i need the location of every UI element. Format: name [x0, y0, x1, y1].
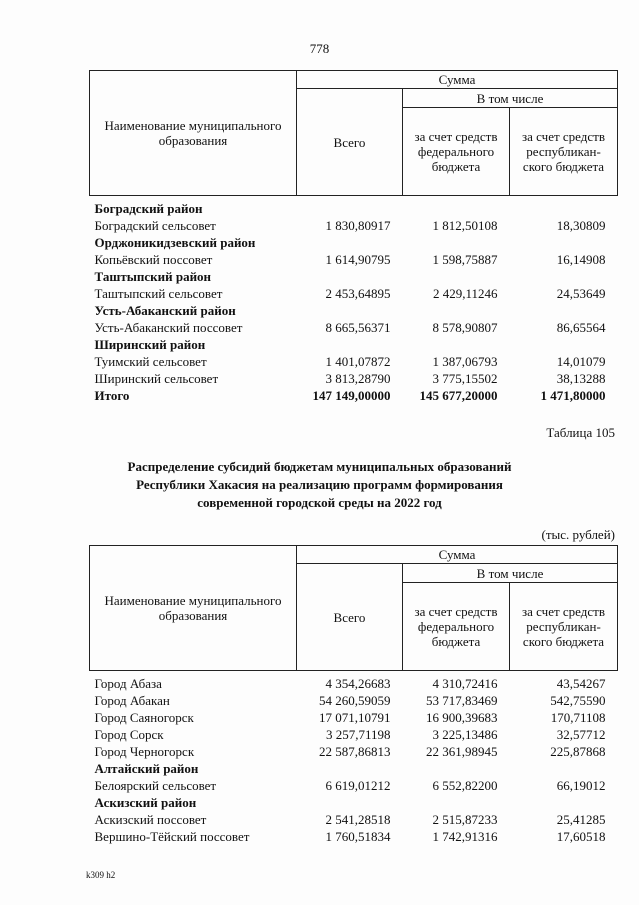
- cell-republican: 170,71108: [550, 710, 606, 725]
- cell-federal: 2 515,87233: [432, 812, 498, 827]
- cell-total: [297, 268, 403, 285]
- table-row: [90, 251, 618, 268]
- cell-name: Итого: [94, 388, 130, 403]
- document-title: [0, 458, 639, 512]
- footer-code: k309 h2: [86, 870, 116, 880]
- cell-name: Копьёвский поссовет: [94, 252, 213, 267]
- cell-republican: 18,30809: [556, 218, 606, 233]
- cell-total: 2 453,64895: [325, 286, 391, 301]
- cell-republican: 17,60518: [556, 829, 606, 844]
- cell-republican: 24,53649: [556, 286, 606, 301]
- table-body: [90, 196, 618, 405]
- cell-total: 8 665,56371: [325, 320, 391, 335]
- cell-name: Город Абакан: [94, 693, 170, 708]
- cell-total: 54 260,59059: [319, 693, 391, 708]
- cell-name: Город Сорск: [94, 727, 164, 742]
- title-line: Республики Хакасия на реализацию программ формирования: [136, 477, 503, 492]
- cell-total: 147 149,00000: [312, 388, 391, 403]
- cell-federal: 1 598,75887: [432, 252, 498, 267]
- cell-republican: 1 471,80000: [540, 388, 606, 403]
- cell-total: [297, 794, 403, 811]
- cell-name: Боградский район: [94, 201, 203, 216]
- cell-federal: [403, 196, 510, 218]
- column-header-sum: Сумма: [297, 71, 618, 89]
- table-row: [90, 709, 618, 726]
- cell-name: Боградский сельсовет: [94, 218, 216, 233]
- cell-federal: 16 900,39683: [426, 710, 498, 725]
- table-row: [90, 743, 618, 760]
- column-header-republican: за счет средств республикан-ского бюджета: [510, 583, 618, 671]
- cell-federal: 3 775,15502: [432, 371, 498, 386]
- table-body: [90, 671, 618, 846]
- cell-republican: 66,19012: [556, 778, 606, 793]
- cell-total: 17 071,10791: [319, 710, 391, 725]
- district-row: [90, 760, 618, 777]
- cell-total: 1 830,80917: [325, 218, 391, 233]
- cell-name: Город Черногорск: [94, 744, 195, 759]
- cell-federal: 4 310,72416: [432, 676, 498, 691]
- cell-republican: 38,13288: [556, 371, 606, 386]
- column-header-total: Всего: [297, 564, 403, 671]
- cell-republican: [510, 760, 618, 777]
- cell-republican: [510, 268, 618, 285]
- cell-republican: 225,87868: [550, 744, 606, 759]
- cell-name: Город Саяногорск: [94, 710, 194, 725]
- cell-total: 6 619,01212: [325, 778, 391, 793]
- district-row: [90, 302, 618, 319]
- total-row: [90, 387, 618, 404]
- table-row: [90, 671, 618, 693]
- cell-federal: [403, 268, 510, 285]
- table-row: [90, 811, 618, 828]
- cell-republican: 43,54267: [556, 676, 606, 691]
- cell-federal: 145 677,20000: [419, 388, 498, 403]
- cell-federal: [403, 234, 510, 251]
- district-row: [90, 794, 618, 811]
- cell-name: Аскизский район: [94, 795, 197, 810]
- cell-federal: [403, 794, 510, 811]
- cell-name: Ширинский район: [94, 337, 206, 352]
- unit-label: (тыс. рублей): [541, 527, 615, 542]
- cell-republican: [510, 234, 618, 251]
- table-row: [90, 692, 618, 709]
- cell-federal: [403, 302, 510, 319]
- cell-name: Вершино-Тёйский поссовет: [94, 829, 250, 844]
- cell-total: 1 760,51834: [325, 829, 391, 844]
- cell-federal: 3 225,13486: [432, 727, 498, 742]
- cell-republican: 86,65564: [556, 320, 606, 335]
- cell-total: 1 401,07872: [325, 354, 391, 369]
- table-row: [90, 726, 618, 743]
- table-row: [90, 217, 618, 234]
- district-row: [90, 196, 618, 218]
- cell-name: Город Абаза: [94, 676, 162, 691]
- cell-republican: 14,01079: [556, 354, 606, 369]
- table-row: [90, 285, 618, 302]
- title-line: Распределение субсидий бюджетам муниципальных образований: [127, 459, 512, 474]
- cell-total: [297, 234, 403, 251]
- cell-name: Ширинский сельсовет: [94, 371, 219, 386]
- column-header-total: Всего: [297, 89, 403, 196]
- table-row: [90, 370, 618, 387]
- cell-federal: 53 717,83469: [426, 693, 498, 708]
- subsidy-table-continued: [89, 70, 618, 404]
- cell-republican: 32,57712: [556, 727, 606, 742]
- cell-republican: [510, 336, 618, 353]
- cell-federal: [403, 760, 510, 777]
- cell-name: Таштыпский сельсовет: [94, 286, 223, 301]
- cell-total: 1 614,90795: [325, 252, 391, 267]
- cell-total: 22 587,86813: [319, 744, 391, 759]
- cell-federal: 1 812,50108: [432, 218, 498, 233]
- cell-republican: [510, 794, 618, 811]
- cell-total: 3 257,71198: [325, 727, 391, 742]
- cell-republican: 542,75590: [550, 693, 606, 708]
- cell-name: Туимский сельсовет: [94, 354, 207, 369]
- cell-name: Усть-Абаканский поссовет: [94, 320, 243, 335]
- cell-total: 4 354,26683: [325, 676, 391, 691]
- column-header-republican: за счет средств республикан-ского бюджета: [510, 108, 618, 196]
- page-number: 778: [309, 41, 330, 56]
- cell-republican: 16,14908: [556, 252, 606, 267]
- cell-name: Орджоникидзевский район: [94, 235, 256, 250]
- column-header-name: Наименование муниципального образования: [90, 71, 297, 196]
- table-row: [90, 319, 618, 336]
- table-row: [90, 828, 618, 845]
- cell-federal: 2 429,11246: [432, 286, 498, 301]
- column-header-federal: за счет средств федерального бюджета: [403, 583, 510, 671]
- cell-name: Белоярский сельсовет: [94, 778, 217, 793]
- title-line: современной городской среды на 2022 год: [197, 495, 442, 510]
- cell-total: [297, 760, 403, 777]
- cell-federal: 1 742,91316: [432, 829, 498, 844]
- column-header-including: В том числе: [403, 564, 618, 583]
- column-header-sum: Сумма: [297, 546, 618, 564]
- cell-federal: [403, 336, 510, 353]
- cell-total: 2 541,28518: [325, 812, 391, 827]
- cell-total: [297, 302, 403, 319]
- table-row: [90, 353, 618, 370]
- cell-name: Аскизский поссовет: [94, 812, 207, 827]
- table-label: Таблица 105: [546, 425, 615, 440]
- column-header-including: В том числе: [403, 89, 618, 108]
- cell-federal: 8 578,90807: [432, 320, 498, 335]
- cell-federal: 6 552,82200: [432, 778, 498, 793]
- district-row: [90, 336, 618, 353]
- cell-federal: 22 361,98945: [426, 744, 498, 759]
- cell-republican: 25,41285: [556, 812, 606, 827]
- subsidy-table: [89, 545, 618, 845]
- district-row: [90, 268, 618, 285]
- column-header-name: Наименование муниципального образования: [90, 546, 297, 671]
- cell-republican: [510, 302, 618, 319]
- cell-name: Таштыпский район: [94, 269, 212, 284]
- cell-federal: 1 387,06793: [432, 354, 498, 369]
- cell-total: [297, 336, 403, 353]
- district-row: [90, 234, 618, 251]
- table-row: [90, 777, 618, 794]
- cell-name: Усть-Абаканский район: [94, 303, 236, 318]
- column-header-federal: за счет средств федерального бюджета: [403, 108, 510, 196]
- cell-total: [297, 196, 403, 218]
- cell-total: 3 813,28790: [325, 371, 391, 386]
- cell-name: Алтайский район: [94, 761, 199, 776]
- cell-republican: [510, 196, 618, 218]
